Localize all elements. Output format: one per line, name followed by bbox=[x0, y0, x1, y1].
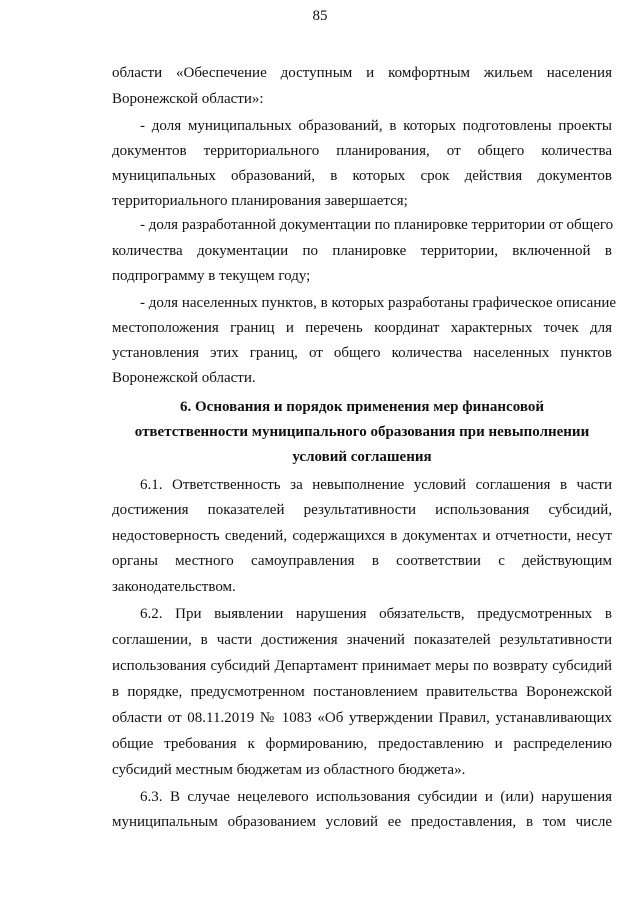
text-line: использования субсидий Департамент принимает меры по возврату субсидий bbox=[112, 658, 612, 674]
section-heading: условий соглашения bbox=[292, 449, 432, 465]
text-line: соглашении, в части достижения значений показателей результативности bbox=[112, 632, 612, 648]
text-line: органы местного самоуправления в соответствии с действующим bbox=[112, 553, 612, 569]
text-line: местоположения границ и перечень координат характерных точек для bbox=[112, 320, 612, 336]
text-line: муниципальных образований, в которых срок действия документов bbox=[112, 168, 612, 184]
text-line: муниципальным образованием условий ее предоставления, в том числе bbox=[112, 814, 612, 830]
text-line: 6.2. При выявлении нарушения обязательств, предусмотренных в bbox=[140, 606, 612, 622]
text-line: общие требования к формированию, предоставлению и распределению bbox=[112, 736, 612, 752]
text-line: достижения показателей результативности использования субсидий, bbox=[112, 502, 612, 518]
section-heading: ответственности муниципального образования при невыполнении bbox=[134, 424, 590, 440]
text-line: - доля разработанной документации по планировке территории от общего bbox=[140, 217, 614, 233]
text-line: области от 08.11.2019 № 1083 «Об утверждении Правил, устанавливающих bbox=[112, 710, 612, 726]
text-line: подпрограмму в текущем году; bbox=[112, 268, 311, 284]
text-line: субсидий местным бюджетам из областного бюджета». bbox=[112, 762, 466, 778]
text-line: - доля населенных пунктов, в которых разработаны графическое описание bbox=[140, 295, 617, 311]
text-line: 6.3. В случае нецелевого использования субсидии и (или) нарушения bbox=[140, 789, 612, 805]
text-line: Воронежской области»: bbox=[112, 91, 264, 107]
text-line: Воронежской области. bbox=[112, 370, 256, 386]
text-line: документов территориального планирования, от общего количества bbox=[112, 143, 612, 159]
text-line: недостоверность сведений, содержащихся в документах и отчетности, несут bbox=[112, 528, 612, 544]
text-line: установления этих границ, от общего количества населенных пунктов bbox=[112, 345, 612, 361]
text-line: - доля муниципальных образований, в которых подготовлены проекты bbox=[140, 118, 612, 134]
section-heading: 6. Основания и порядок применения мер финансовой bbox=[180, 399, 544, 415]
text-line: количества документации по планировке территории, включенной в bbox=[112, 243, 612, 259]
text-line: области «Обеспечение доступным и комфортным жильем населения bbox=[112, 65, 612, 81]
text-line: 6.1. Ответственность за невыполнение условий соглашения в части bbox=[140, 477, 612, 493]
text-line: законодательством. bbox=[112, 579, 236, 595]
text-line: в порядке, предусмотренном постановлением правительства Воронежской bbox=[112, 684, 612, 700]
text-line: территориального планирования завершается; bbox=[112, 193, 408, 209]
page-number: 85 bbox=[312, 8, 328, 24]
